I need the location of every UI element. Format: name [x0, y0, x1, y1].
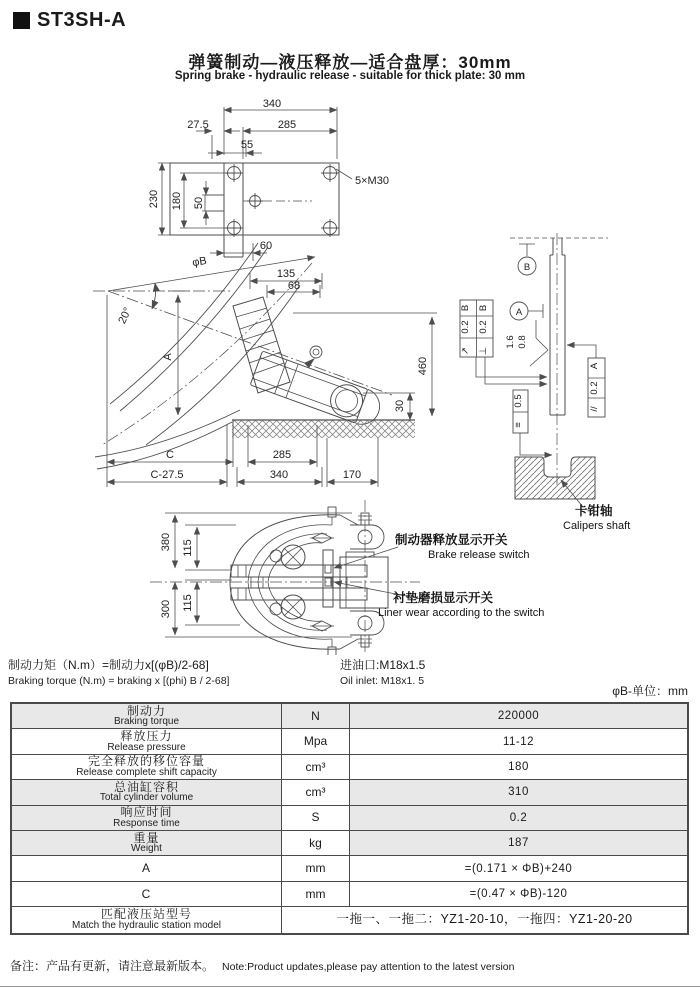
- oil-inlet-en: Oil inlet: M18x1. 5: [340, 675, 425, 687]
- oil-inlet-cn: 进油口:M18x1.5: [340, 658, 426, 672]
- dim-135: 135: [276, 268, 296, 280]
- parallelism-datum: A: [589, 362, 600, 370]
- dim-340-top: 340: [262, 98, 282, 110]
- row-label: 制动力 Braking torque: [12, 704, 282, 729]
- shaft-detail: [460, 233, 630, 532]
- row-label: 重量 Weight: [12, 831, 282, 856]
- dim-68: 68: [287, 280, 301, 292]
- dim-30: 30: [394, 399, 406, 413]
- liner-wear-switch-label-cn: 衬垫磨损显示开关: [393, 591, 494, 605]
- dim-170: 170: [342, 469, 362, 481]
- product-model: ST3SH-A: [37, 9, 127, 31]
- row-unit: S: [282, 806, 350, 831]
- row-label: 完全释放的移位容量 Release complete shift capacity: [12, 755, 282, 780]
- liner-wear-switch-label-en: Liner wear according to the switch: [378, 607, 545, 619]
- footer-note-en: Note:Product updates,please pay attention to the latest version: [222, 961, 515, 973]
- row-unit: kg: [282, 831, 350, 856]
- dim-285-top: 285: [277, 119, 297, 131]
- torque-formula-cn: 制动力矩（N.m）=制动力x[(φB)/2-68]: [8, 658, 209, 672]
- row-label: 释放压力 Release pressure: [12, 729, 282, 754]
- bolt-callout: 5×M30: [355, 175, 389, 187]
- dim-c-27-5: C-27.5: [150, 469, 184, 481]
- dim-300: 300: [160, 599, 172, 619]
- row-value-merged: 一拖一、一拖二：YZ1-20-10，一拖四：YZ1-20-20: [282, 907, 687, 932]
- dim-115-bottom: 115: [182, 594, 194, 612]
- page-header: [13, 9, 126, 32]
- dim-20-deg: 20°: [116, 305, 135, 326]
- calipers-shaft-label-en: Calipers shaft: [563, 520, 631, 532]
- runout-value: 0.2: [460, 320, 471, 334]
- roughness-1-6: 1.6: [505, 335, 516, 349]
- perpendicularity-symbol: ⊥: [478, 346, 489, 356]
- row-label: 总油缸容积 Total cylinder volume: [12, 780, 282, 805]
- title-english: Spring brake - hydraulic release - suitable for thick plate: 30 mm: [174, 70, 526, 82]
- row-unit: cm³: [282, 780, 350, 805]
- row-unit: cm³: [282, 755, 350, 780]
- side-view: [93, 243, 437, 487]
- dim-55: 55: [240, 139, 254, 151]
- row-unit: mm: [282, 856, 350, 881]
- section-marker-square: [13, 12, 30, 29]
- row-value: 180: [350, 755, 687, 780]
- dim-180: 180: [171, 191, 183, 211]
- row-value: 0.2: [350, 806, 687, 831]
- row-label: 响应时间 Response time: [12, 806, 282, 831]
- footer-note-cn: 备注：产品有更新，请注意最新版本。: [10, 959, 215, 973]
- row-unit: mm: [282, 882, 350, 907]
- row-value: 11-12: [350, 729, 687, 754]
- row-unit: N: [282, 704, 350, 729]
- row-value: 220000: [350, 704, 687, 729]
- symmetry-value: 0.5: [513, 394, 524, 408]
- row-unit: Mpa: [282, 729, 350, 754]
- row-value: 310: [350, 780, 687, 805]
- dim-60: 60: [259, 240, 273, 252]
- row-value: 187: [350, 831, 687, 856]
- row-label: 匹配液压站型号 Match the hydraulic station model: [12, 907, 282, 932]
- top-view: [148, 98, 389, 261]
- row-value: =(0.47 × ΦB)-120: [350, 882, 687, 907]
- runout-datum: B: [460, 304, 471, 312]
- roughness-0-8: 0.8: [517, 335, 528, 349]
- row-value: =(0.171 × ΦB)+240: [350, 856, 687, 881]
- datum-a-label: A: [515, 307, 523, 318]
- row-label: A: [12, 856, 282, 881]
- parallelism-value: 0.2: [589, 381, 600, 395]
- dim-285-side: 285: [272, 449, 292, 461]
- dim-a: A: [162, 353, 174, 361]
- dim-230: 230: [148, 189, 160, 209]
- torque-formula-en: Braking torque (N.m) = braking x [(phi) B / 2-68]: [8, 675, 230, 687]
- dim-phi-b: φB: [191, 254, 208, 270]
- dim-115-top: 115: [182, 539, 194, 557]
- symmetry-symbol: ≡: [513, 422, 524, 428]
- brake-release-switch-label-en: Brake release switch: [428, 549, 530, 561]
- perpendicularity-datum: B: [478, 304, 489, 312]
- dim-c: C: [166, 449, 174, 461]
- dim-340-side: 340: [269, 469, 289, 481]
- runout-symbol: ↗: [460, 347, 471, 355]
- perpendicularity-value: 0.2: [478, 320, 489, 334]
- dim-460: 460: [417, 356, 429, 376]
- brake-release-switch-label-cn: 制动器释放显示开关: [395, 533, 508, 547]
- datum-b-label: B: [523, 262, 531, 273]
- front-view: [150, 500, 544, 655]
- calipers-shaft-label-cn: 卡钳轴: [575, 504, 613, 518]
- engineering-drawing: [0, 95, 700, 655]
- footer-note: [10, 957, 514, 974]
- row-label: C: [12, 882, 282, 907]
- dim-380: 380: [160, 532, 172, 552]
- parallelism-symbol: //: [589, 406, 600, 412]
- unit-note: φB-单位：mm: [612, 684, 688, 698]
- dim-50: 50: [193, 196, 205, 210]
- dim-27-5: 27.5: [187, 119, 209, 131]
- title-chinese: 弹簧制动—液压释放—适合盘厚：30mm: [188, 53, 512, 72]
- spec-table: [10, 702, 689, 935]
